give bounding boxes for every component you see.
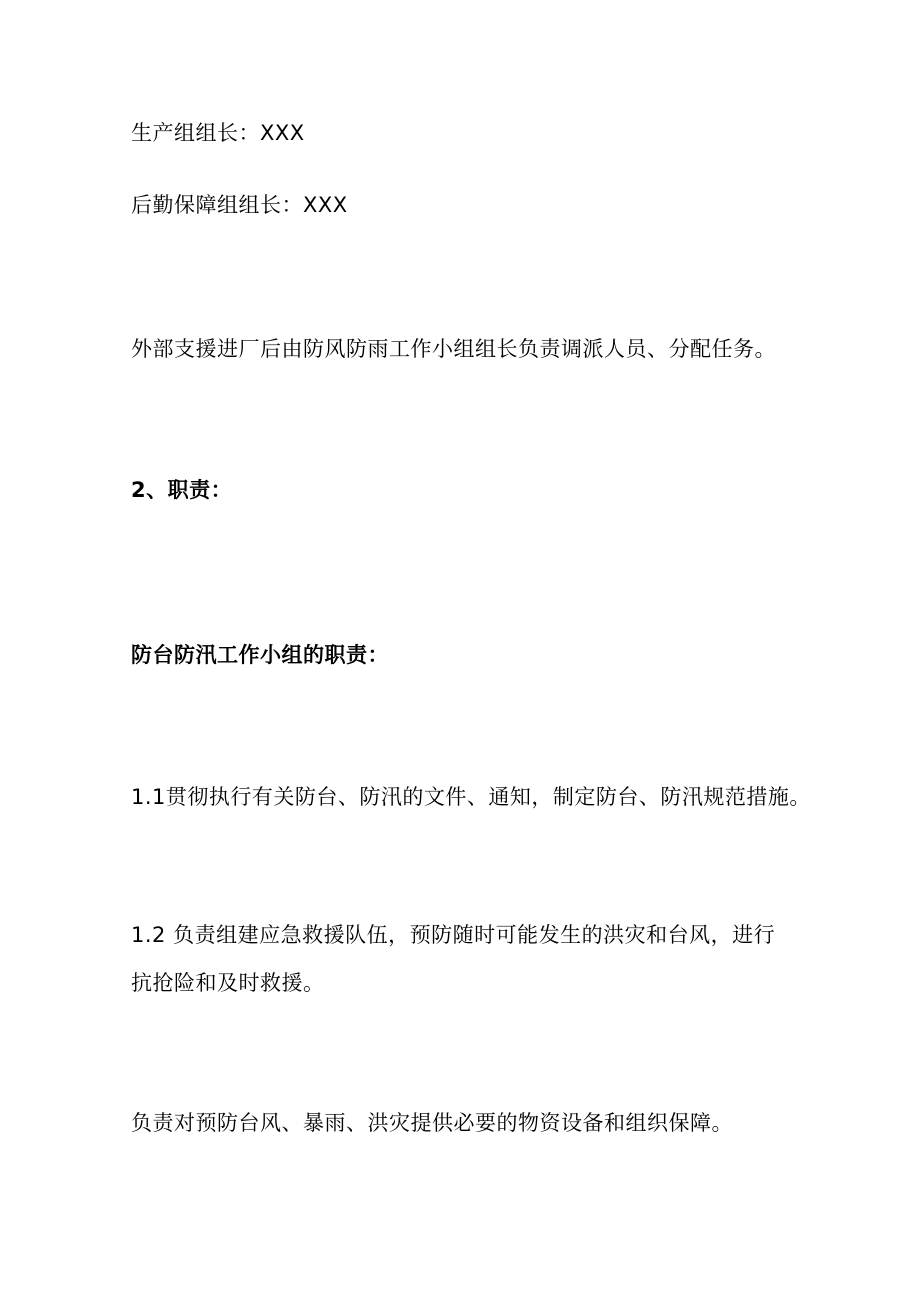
logistics-leader-line: 后勤保障组组长：XXX	[131, 193, 348, 217]
section-heading: 2、职责：	[131, 478, 233, 502]
duty-item-1-2: 1.2 负责组建应急救援队伍，预防随时可能发生的洪灾和台风，进行抗抢险和及时救援。	[131, 923, 776, 995]
duty-item-supply: 负责对预防台风、暴雨、洪灾提供必要的物资设备和组织保障。	[131, 1111, 733, 1135]
production-leader-line: 生产组组长：XXX	[131, 121, 305, 145]
external-support-paragraph: 外部支援进厂后由防风防雨工作小组组长负责调派人员、分配任务。	[131, 337, 776, 361]
group-duty-heading: 防台防汛工作小组的职责：	[131, 643, 389, 667]
duty-item-1-1: 1.1贯彻执行有关防台、防汛的文件、通知，制定防台、防汛规范措施。	[131, 785, 811, 809]
